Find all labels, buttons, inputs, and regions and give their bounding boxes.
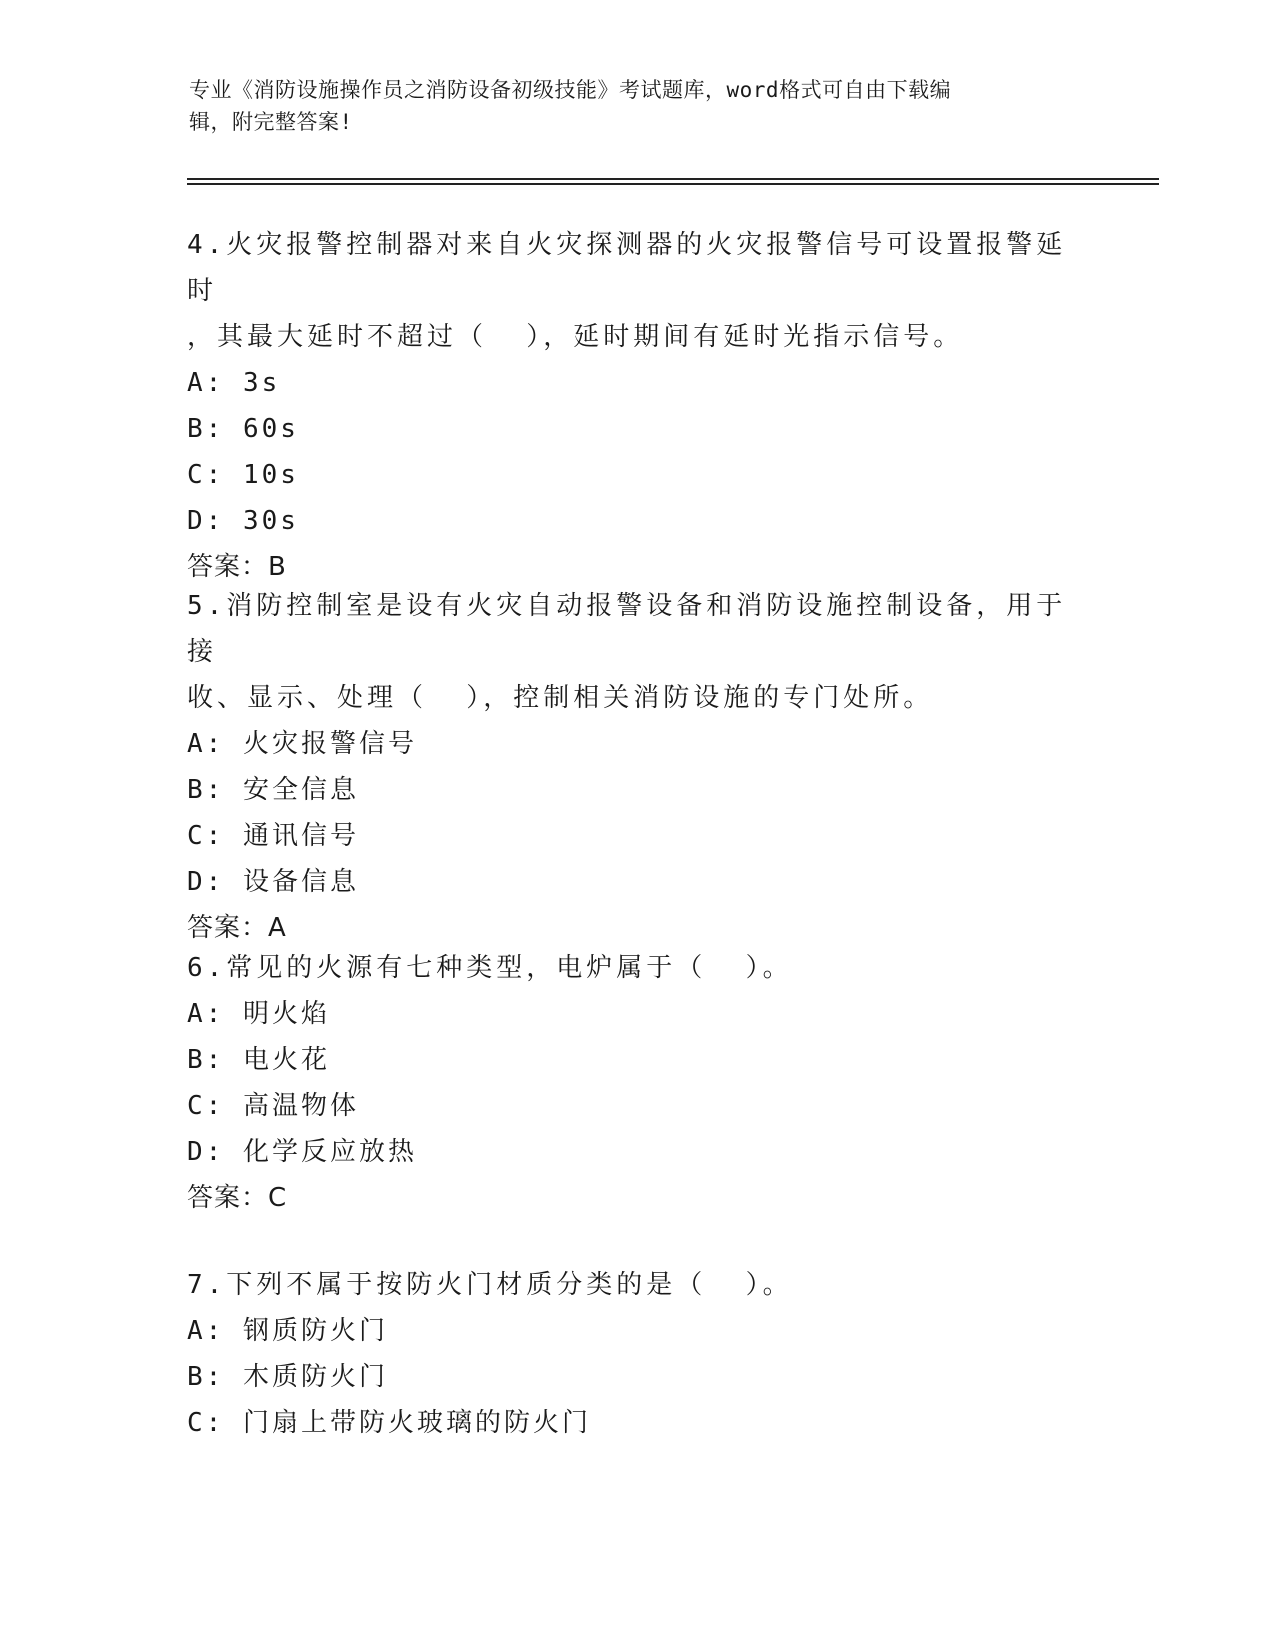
question-text-line-1: 6.常见的火源有七种类型，电炉属于（ ）。 [187,953,793,983]
header-divider-bottom [187,183,1159,185]
document-header [189,74,1089,138]
header-line-1: 专业《消防设施操作员之消防设备初级技能》考试题库，word格式可自由下载编 [189,78,952,102]
question-text-line-1: 5.消防控制室是设有火灾自动报警设备和消防设施控制设备，用于接 [187,591,1067,667]
option-b: B: 安全信息 [187,775,359,805]
answer: 答案：B [187,552,287,582]
option-b: B: 木质防火门 [187,1362,388,1392]
option-c: C: 门扇上带防火玻璃的防火门 [187,1408,591,1438]
option-c: C: 高温物体 [187,1091,359,1121]
question-7 [187,1262,1087,1446]
option-d: D: 化学反应放热 [187,1137,417,1167]
question-4 [187,222,1087,590]
option-d: D: 设备信息 [187,867,359,897]
option-c: C: 10s [187,460,299,490]
question-6 [187,945,1087,1221]
question-5 [187,583,1087,951]
option-a: A: 3s [187,368,281,398]
option-c: C: 通讯信号 [187,821,359,851]
option-a: A: 明火焰 [187,999,330,1029]
question-text-line-2: 收、显示、处理（ ），控制相关消防设施的专门处所。 [187,683,934,713]
answer: 答案：C [187,1183,288,1213]
question-text-line-2: ，其最大延时不超过（ ），延时期间有延时光指示信号。 [187,322,964,352]
option-d: D: 30s [187,506,299,536]
header-line-2: 辑，附完整答案! [189,110,353,134]
question-text-line-1: 4.火灾报警控制器对来自火灾探测器的火灾报警信号可设置报警延时 [187,230,1067,306]
answer: 答案：A [187,913,287,943]
header-divider-top [187,178,1159,180]
option-b: B: 60s [187,414,299,444]
option-a: A: 钢质防火门 [187,1316,388,1346]
option-b: B: 电火花 [187,1045,330,1075]
option-a: A: 火灾报警信号 [187,729,417,759]
question-text-line-1: 7.下列不属于按防火门材质分类的是（ ）。 [187,1270,793,1300]
